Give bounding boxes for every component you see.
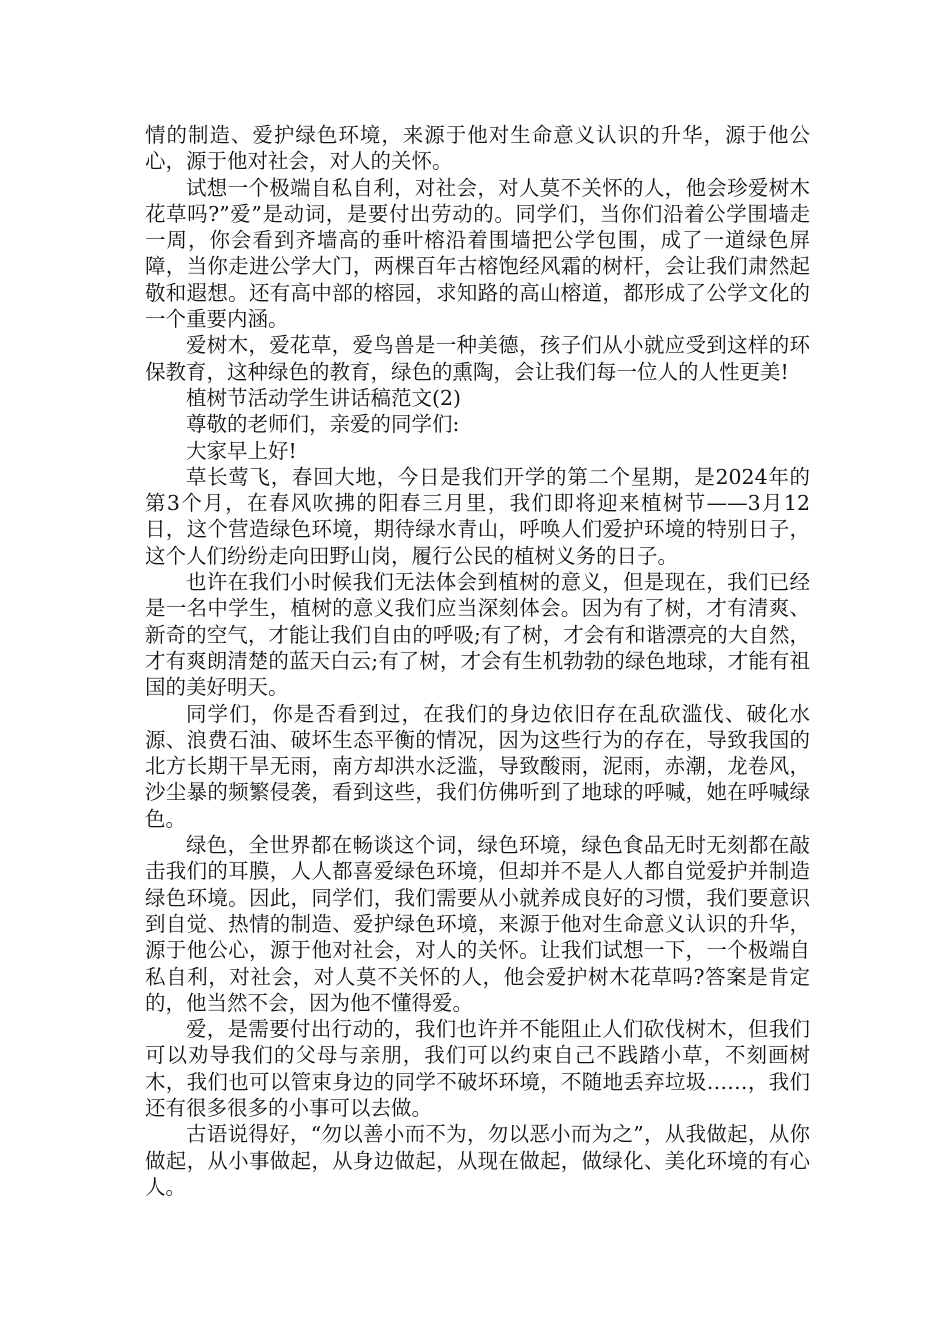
paragraph: 试想一个极端自私自利，对社会，对人莫不关怀的人，他会珍爱树木花草吗?”爱”是动词，是要付出劳动的。同学们，当你们沿着公学围墙走一周，你会看到齐墙高的垂叶榕沿着围墙把公学包围，成了一道绿色屏障，当你走进公学大门，两棵百年古榕饱经风霜的树杆，会让我们肃然起敬和遐想。还有高中部的榕园，求知路的高山榕道，都形成了公学文化的一个重要内涵。 (145, 175, 810, 332)
paragraph: 草长莺飞，春回大地，今日是我们开学的第二个星期，是2024年的第3个月，在春风吹拂的阳春三月里，我们即将迎来植树节——3月12日，这个营造绿色环境，期待绿水青山，呼唤人们爱护环境的特别日子，这个人们纷纷走向田野山岗，履行公民的植树义务的日子。 (145, 464, 810, 568)
salutation: 尊敬的老师们，亲爱的同学们: (186, 412, 460, 437)
greeting: 大家早上好! (186, 438, 297, 463)
paragraph: 爱，是需要付出行动的，我们也许并不能阻止人们砍伐树木，但我们可以劝导我们的父母与亲朋，我们可以约束自己不践踏小草，不刻画树木，我们也可以管束身边的同学不破坏环境，不随地丢弃垃圾……，我们还有很多很多的小事可以去做。 (145, 1017, 810, 1120)
paragraph: 同学们，你是否看到过，在我们的身边依旧存在乱砍滥伐、破化水源、浪费石油、破坏生态平衡的情况，因为这些行为的存在，导致我国的北方长期干旱无雨，南方却洪水泛滥，导致酸雨，泥雨，赤潮，龙卷风，沙尘暴的频繁侵袭，看到这些，我们仿佛听到了地球的呼喊，她在呼喊绿色。 (145, 701, 810, 831)
section-title: 植树节活动学生讲话稿范文(2) (186, 385, 462, 410)
document-body (145, 122, 810, 1200)
paragraph: 也许在我们小时候我们无法体会到植树的意义，但是现在，我们已经是一名中学生，植树的意义我们应当深刻体会。因为有了树，才有清爽、新奇的空气，才能让我们自由的呼吸;有了树，才会有和谐漂亮的大自然，才有爽朗清楚的蓝天白云;有了树，才会有生机勃勃的绿色地球，才能有祖国的美好明天。 (145, 570, 810, 700)
paragraph: 古语说得好，“勿以善小而不为，勿以恶小而为之”，从我做起，从你做起，从小事做起，从身边做起，从现在做起，做绿化、美化环境的有心人。 (145, 1122, 810, 1199)
paragraph: 爱树木，爱花草，爱鸟兽是一种美德，孩子们从小就应受到这样的环保教育，这种绿色的教育，绿色的熏陶，会让我们每一位人的人性更美! (145, 333, 810, 384)
paragraph-continuation: 情的制造、爱护绿色环境，来源于他对生命意义认识的升华，源于他公心，源于他对社会，对人的关怀。 (145, 123, 810, 174)
paragraph: 绿色，全世界都在畅谈这个词，绿色环境，绿色食品无时无刻都在敲击我们的耳膜，人人都喜爱绿色环境，但却并不是人人都自觉爱护并制造绿色环境。因此，同学们，我们需要从小就养成良好的习惯，我们要意识到自觉、热情的制造、爱护绿色环境，来源于他对生命意义认识的升华，源于他公心，源于他对社会，对人的关怀。让我们试想一下，一个极端自私自利，对社会，对人莫不关怀的人，他会爱护树木花草吗?答案是肯定的，他当然不会，因为他不懂得爱。 (145, 833, 810, 1015)
